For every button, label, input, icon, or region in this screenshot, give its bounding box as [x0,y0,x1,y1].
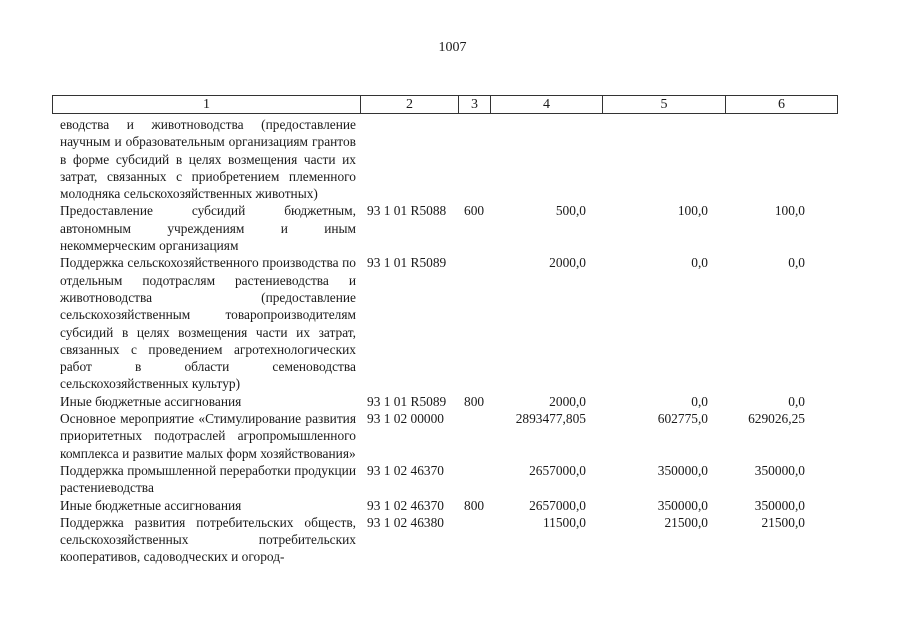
row-type: 800 [464,497,485,513]
header-col-1: 1 [203,97,210,112]
table-row [0,462,905,497]
row-value-4: 11500,0 [542,514,586,530]
row-description: еводства и животноводства (предоставление научным и образовательным организациям грантов в форме субсидий в целях возмещения части их затрат, связанных с приобретением племенного молодняка сельскохозяйственных животных) [60,117,356,202]
row-code: 93 1 02 46370 [367,497,444,513]
table-row [0,410,905,462]
row-value-5: 21500,0 [664,514,708,530]
row-value-4: 2000,0 [549,393,586,409]
row-description: Предоставление субсидий бюджетным, автономным учреждениям и иным некоммерческим организациям [60,203,356,254]
row-value-5: 350000,0 [657,462,708,478]
table-row [0,514,905,566]
row-description: Поддержка сельскохозяйственного производства по отдельным подотраслям растениеводства и животноводства (предоставление сельскохозяйственным товаропроизводителям субсидий в целях возмещения части их затрат, связанных с проведением агротехнологических работ в области семеноводства сельскохозяйственных культур) [60,255,356,392]
table-row [0,393,905,410]
row-description: Поддержка развития потребительских обществ, сельскохозяйственных потребительских кооперативов, садоводческих и огород- [60,514,356,565]
row-type: 600 [464,203,485,219]
row-value-4: 500,0 [555,203,586,219]
table-row [0,116,905,202]
row-value-6: 0,0 [788,255,805,271]
header-col-4: 4 [490,96,602,113]
row-value-6: 100,0 [774,203,805,219]
row-value-5: 350000,0 [657,497,708,513]
row-description: Иные бюджетные ассигнования [60,393,242,409]
row-value-6: 350000,0 [754,462,805,478]
page-number: 1007 [438,40,467,55]
row-value-6: 350000,0 [754,497,805,513]
row-value-6: 0,0 [788,393,805,409]
row-type: 800 [464,393,485,409]
row-code: 93 1 01 R5089 [367,393,447,409]
table-header [52,95,838,114]
table-row [0,202,905,254]
row-code: 93 1 02 46370 [367,462,444,478]
header-col-5: 5 [602,96,725,113]
row-code: 93 1 01 R5089 [367,255,447,271]
row-description: Основное мероприятие «Стимулирование развития приоритетных подотраслей агропромышленного комплекса и развитие малых форм хозяйствования» [60,411,356,461]
table-row [0,497,905,514]
table-row [0,254,905,392]
row-value-5: 0,0 [691,255,708,271]
row-code: 93 1 01 R5088 [367,203,447,219]
row-value-5: 0,0 [691,393,708,409]
row-code: 93 1 02 46380 [367,514,444,530]
row-value-6: 629026,25 [748,411,805,427]
row-value-4: 2657000,0 [529,462,586,478]
row-value-4: 2657000,0 [529,497,586,513]
row-value-6: 21500,0 [761,514,805,530]
row-value-4: 2893477,805 [515,411,586,427]
row-description: Иные бюджетные ассигнования [60,497,242,513]
header-col-2: 2 [360,96,458,113]
header-col-6: 6 [725,96,837,113]
table-body [0,116,905,566]
row-value-5: 602775,0 [657,411,708,427]
row-value-4: 2000,0 [549,255,586,271]
row-code: 93 1 02 00000 [367,411,444,427]
row-description: Поддержка промышленной переработки продукции растениеводства [60,462,356,496]
header-col-3: 3 [458,96,490,113]
row-value-5: 100,0 [677,203,708,219]
